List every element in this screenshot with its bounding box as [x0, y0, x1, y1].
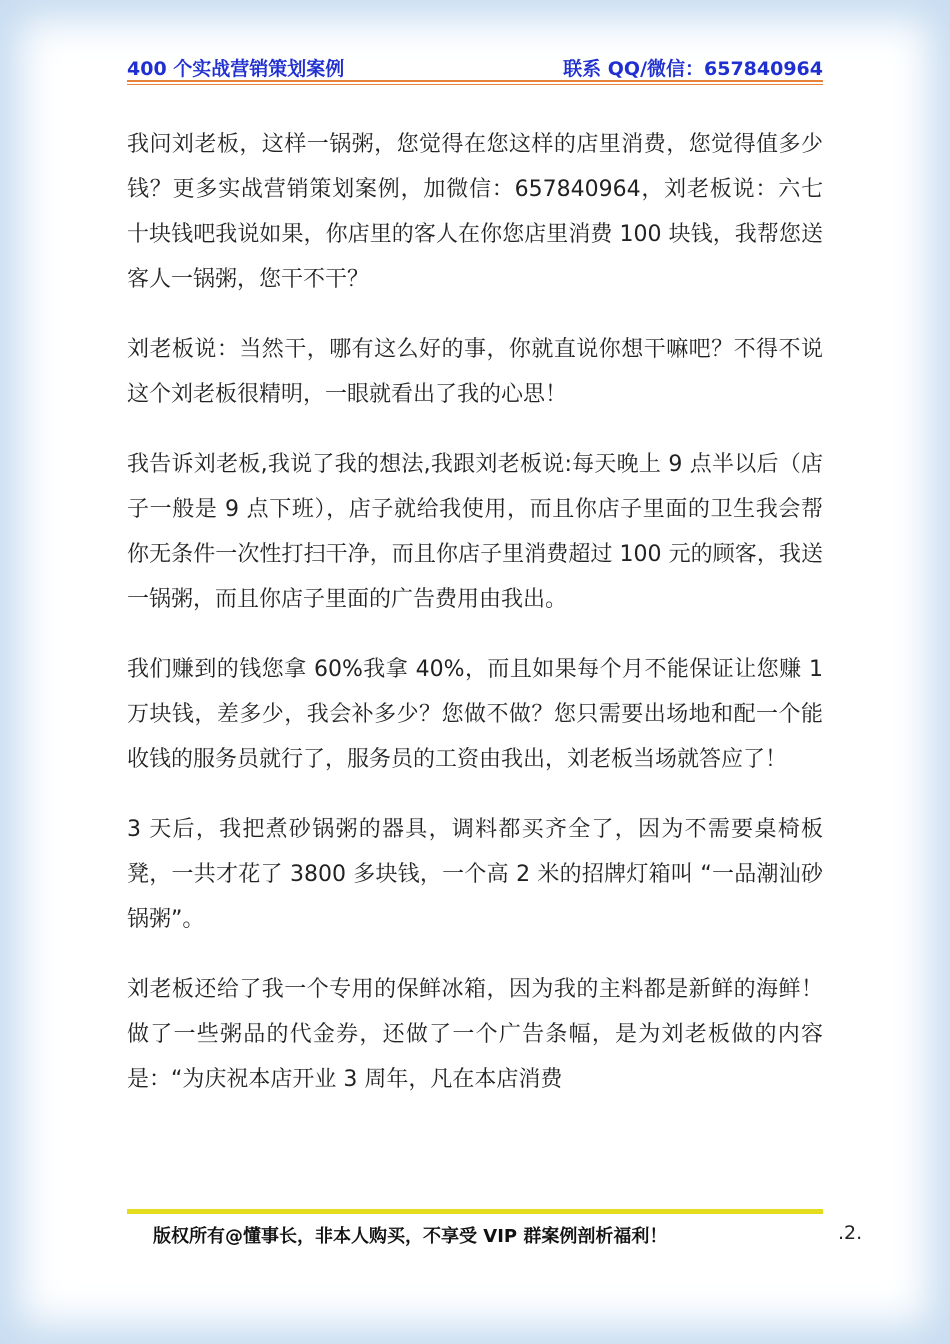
footer-divider	[127, 1209, 823, 1214]
paragraph-2: 刘老板说：当然干，哪有这么好的事，你就直说你想干嘛吧？不得不说这个刘老板很精明，一眼就看出了我的心思！	[127, 337, 823, 407]
paragraph-6: 刘老板还给了我一个专用的保鲜冰箱，因为我的主料都是新鲜的海鲜！做了一些粥品的代金券，还做了一个广告条幅，是为刘老板做的内容是：“为庆祝本店开业 3 周年，凡在本店消费	[127, 977, 823, 1092]
footer-copyright: 版权所有@懂事长，非本人购买，不享受 VIP 群案例剖析福利！	[153, 1226, 668, 1247]
body-text	[127, 122, 823, 1127]
page-number: .2.	[838, 1222, 863, 1244]
header-title: 400 个实战营销策划案例	[127, 58, 345, 80]
page-header	[127, 52, 823, 80]
paragraph-4: 我们赚到的钱您拿 60%我拿 40%，而且如果每个月不能保证让您赚 1 万块钱，差多少，我会补多少？您做不做？您只需要出场地和配一个能收钱的服务员就行了，服务员的工资由我出，刘老板当场就答应了！	[127, 657, 823, 772]
paragraph-5: 3 天后，我把煮砂锅粥的器具，调料都买齐全了，因为不需要桌椅板凳，一共才花了 3800 多块钱，一个高 2 米的招牌灯箱叫 “一品潮汕砂锅粥”。	[127, 817, 823, 932]
paragraph-3: 我告诉刘老板,我说了我的想法,我跟刘老板说:每天晚上 9 点半以后（店子一般是 9 点下班），店子就给我使用，而且你店子里面的卫生我会帮你无条件一次性打扫干净，而且你店子里消费超过 100 元的顾客，我送一锅粥，而且你店子里面的广告费用由我出。	[127, 452, 823, 612]
header-divider-thin	[127, 84, 823, 85]
header-divider	[127, 80, 823, 82]
paragraph-1: 我问刘老板，这样一锅粥，您觉得在您这样的店里消费，您觉得值多少钱？更多实战营销策划案例，加微信：657840964，刘老板说：六七十块钱吧我说如果，你店里的客人在你您店里消费 100 块钱，我帮您送客人一锅粥，您干不干？	[127, 132, 823, 292]
header-contact: 联系 QQ/微信：657840964	[563, 58, 823, 80]
